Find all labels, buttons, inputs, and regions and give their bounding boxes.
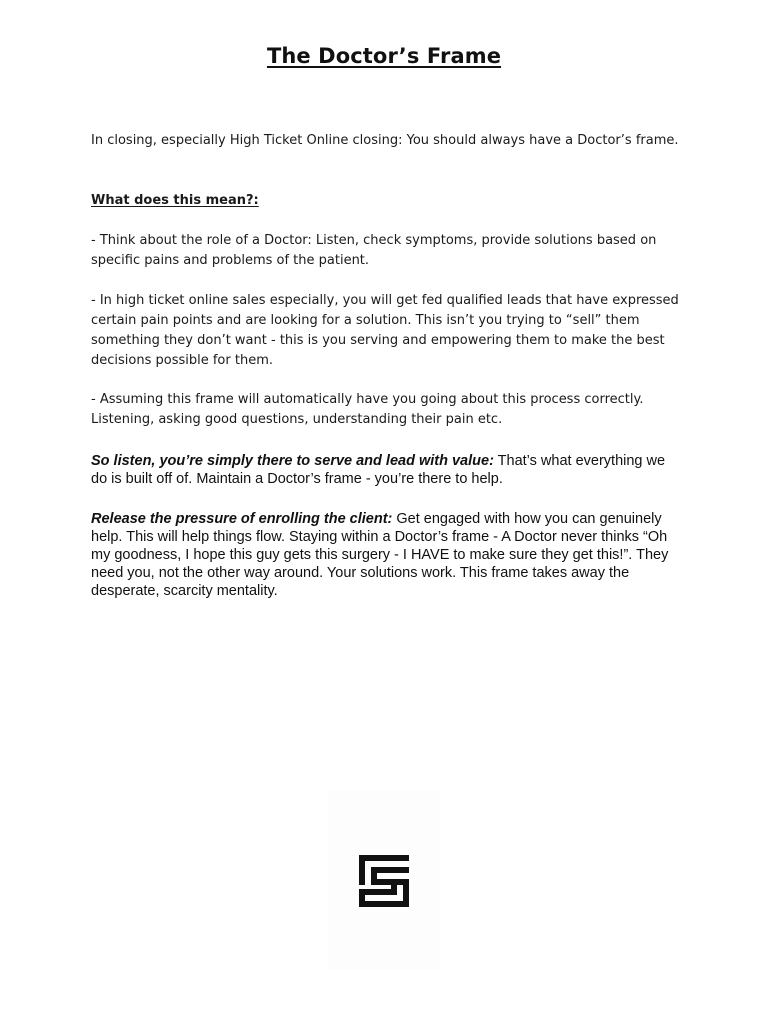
release-paragraph-text: Get engaged with how you can genuinely help. This will help things flow. Staying within a Doctor’s frame - A Doctor never thinks “Oh my goodness, I hope this guy gets this surgery - I HAVE to make sure they get this!”. They need you, not the other way around. Your solutions work. This frame takes away the desperate, scarcity mentality. (91, 511, 669, 599)
listen-paragraph (91, 452, 683, 488)
section-heading: What does this mean?: (91, 193, 259, 208)
bullet-paragraph-3: - Assuming this frame will automatically have you going about this process correctly. Listening, asking good questions, understanding their pain etc. (91, 392, 644, 427)
listen-paragraph-lead: So listen, you’re simply there to serve and lead with value: (91, 453, 494, 469)
release-paragraph-lead: Release the pressure of enrolling the client: (91, 511, 393, 527)
logo-area (328, 790, 440, 970)
release-paragraph (91, 510, 683, 600)
listen-paragraph-text: That’s what everything we do is built off of. Maintain a Doctor’s frame - you’re there to help. (91, 453, 666, 487)
s-maze-logo-icon (359, 855, 409, 907)
bullet-paragraph-1: - Think about the role of a Doctor: Listen, check symptoms, provide solutions based on specific pains and problems of the patient. (91, 233, 657, 268)
bullet-paragraph-2: - In high ticket online sales especially, you will get fed qualified leads that have expressed certain pain points and are looking for a solution. This isn’t you trying to “sell” them something they don’t want - this is you serving and empowering them to make the best decisions possible for them. (91, 293, 679, 368)
document-title: The Doctor’s Frame (266, 44, 502, 68)
intro-paragraph: In closing, especially High Ticket Online closing: You should always have a Doctor’s frame. (91, 133, 679, 148)
